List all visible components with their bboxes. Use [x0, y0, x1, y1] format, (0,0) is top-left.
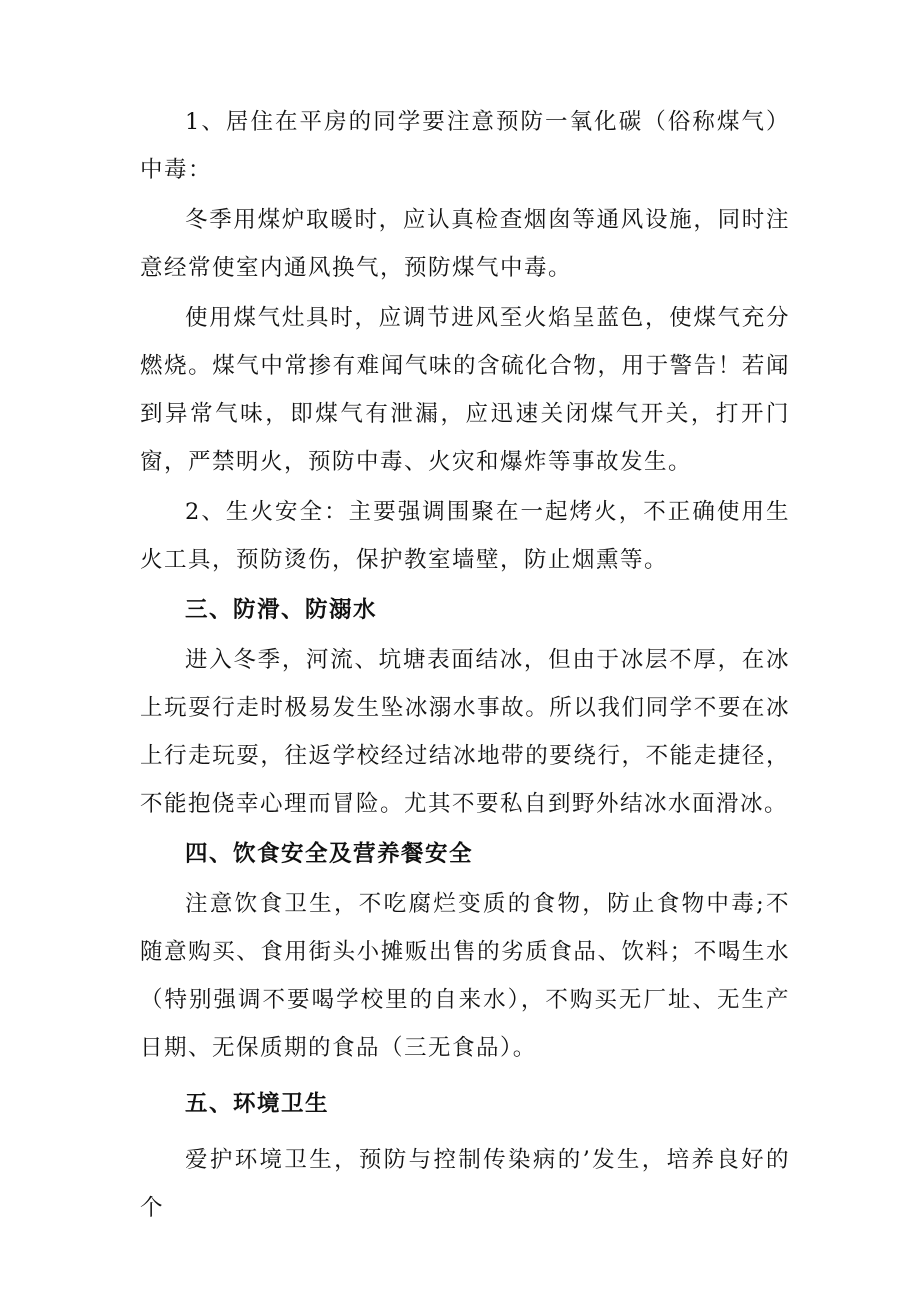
heading-anti-slip-drowning: 三、防滑、防溺水 — [185, 597, 378, 623]
paragraph-coal-gas-intro: 1、居住在平房的同学要注意预防一氧化碳（俗称煤气）中毒： — [140, 109, 790, 183]
paragraph-environment: 爱护环境卫生，预防与控制传染病的’发生，培养良好的个 — [140, 1147, 790, 1221]
paragraph-food-hygiene: 注意饮食卫生，不吃腐烂变质的食物，防止食物中毒;不随意购买、食用街头小摊贩出售的劣质食品、饮料；不喝生水（特别强调不要喝学校里的自来水），不购买无厂址、无生产日期、无保质期的食品（三无食品）。 — [140, 891, 790, 1061]
document-body — [140, 98, 790, 1232]
heading-environment-hygiene: 五、环境卫生 — [185, 1091, 330, 1117]
paragraph-fire-safety: 2、生火安全：主要强调围聚在一起烤火，不正确使用生火工具，预防烫伤，保护教室墙壁，防止烟熏等。 — [140, 499, 790, 573]
paragraph-coal-stove: 冬季用煤炉取暖时，应认真检查烟囱等通风设施，同时注意经常使室内通风换气，预防煤气中毒。 — [140, 207, 790, 281]
paragraph-ice-safety: 进入冬季，河流、坑塘表面结冰，但由于冰层不厚，在冰上玩耍行走时极易发生坠冰溺水事故。所以我们同学不要在冰上行走玩耍，往返学校经过结冰地带的要绕行，不能走捷径，不能抱侥幸心理而冒险。尤其不要私自到野外结冰水面滑冰。 — [140, 647, 790, 817]
heading-food-safety: 四、饮食安全及营养餐安全 — [185, 841, 474, 867]
paragraph-gas-appliance: 使用煤气灶具时，应调节进风至火焰呈蓝色，使煤气充分燃烧。煤气中常掺有难闻气味的含硫化合物，用于警告！若闻到异常气味，即煤气有泄漏，应迅速关闭煤气开关，打开门窗，严禁明火，预防中毒、火灾和爆炸等事故发生。 — [140, 305, 790, 475]
